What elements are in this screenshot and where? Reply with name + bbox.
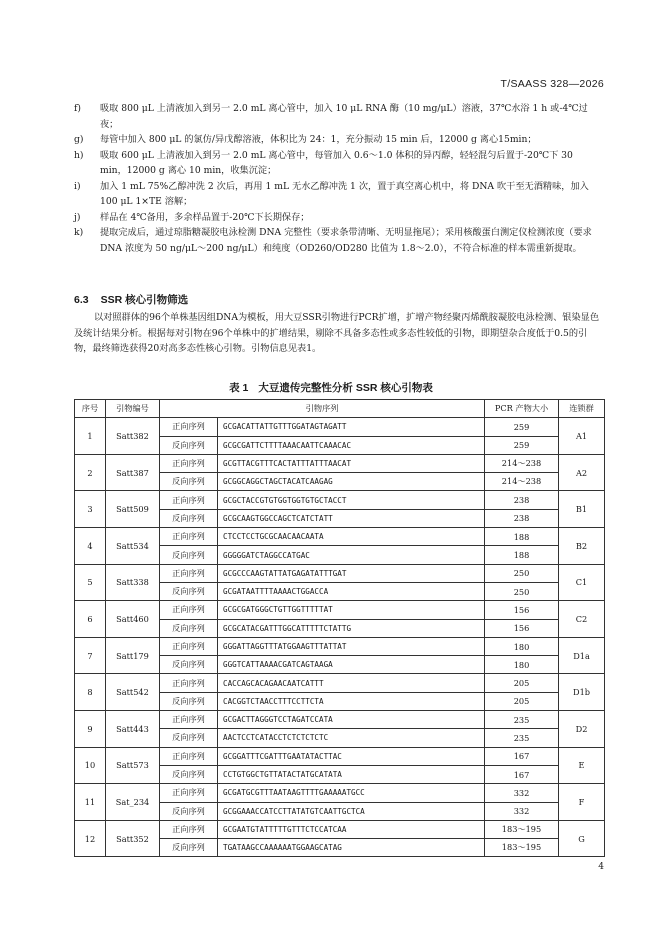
cell-product-size: 214～238: [485, 473, 559, 491]
cell-linkage-group: D2: [559, 711, 605, 748]
cell-direction: 正向序列: [160, 711, 218, 729]
table-row: [75, 747, 605, 765]
cell-direction: 反向序列: [160, 656, 218, 674]
cell-primer-id: Satt460: [106, 601, 160, 638]
cell-sequence: GCGACTTAGGGTCCTAGATCCATA: [218, 711, 485, 729]
cell-no: 6: [75, 601, 106, 638]
cell-sequence: GCGTTACGTTTCACTATTTATTTAACAT: [218, 454, 485, 472]
table-caption-number: 表 1: [229, 382, 249, 394]
step-item: [74, 101, 602, 132]
cell-sequence: GGGTCATTAAAACGATCAGTAAGA: [218, 656, 485, 674]
cell-sequence: CACGGTCTAACCTTTCCTTCTA: [218, 692, 485, 710]
cell-no: 11: [75, 784, 106, 821]
cell-direction: 正向序列: [160, 637, 218, 655]
cell-sequence: GCGGATTTCGATTTGAATATACTTAC: [218, 747, 485, 765]
step-item: [74, 148, 602, 179]
table-row: [75, 784, 605, 802]
header-linkage-group: 连锁群: [559, 400, 605, 418]
section-heading: [74, 292, 188, 307]
cell-sequence: CACCAGCACAGAACAATCATTT: [218, 674, 485, 692]
cell-sequence: GCGACATTATTGTTTGGATAGTAGATT: [218, 418, 485, 436]
header-primer-id: 引物编号: [106, 400, 160, 418]
cell-sequence: GCGCCCAAGTATTATGAGATATTTGAT: [218, 564, 485, 582]
table-row: [75, 674, 605, 692]
cell-direction: 反向序列: [160, 546, 218, 564]
cell-product-size: 259: [485, 436, 559, 454]
cell-primer-id: Satt534: [106, 528, 160, 565]
cell-direction: 正向序列: [160, 454, 218, 472]
cell-product-size: 250: [485, 564, 559, 582]
step-text: 样品在 4℃备用，多余样品置于-20℃下长期保存；: [100, 211, 310, 223]
cell-product-size: 167: [485, 747, 559, 765]
table-body: [75, 418, 605, 857]
cell-direction: 正向序列: [160, 784, 218, 802]
cell-primer-id: Satt573: [106, 747, 160, 784]
cell-direction: 反向序列: [160, 436, 218, 454]
step-text: 每管中加入 800 μL 的氯仿/异戊醇溶液，体积比为 24：1，充分振动 15 min 后，12000 g 离心15min；: [100, 134, 537, 145]
table-row: [75, 820, 605, 838]
cell-linkage-group: G: [559, 820, 605, 857]
cell-primer-id: Satt542: [106, 674, 160, 711]
cell-direction: 正向序列: [160, 601, 218, 619]
step-label: j): [74, 211, 81, 223]
cell-product-size: 238: [485, 491, 559, 509]
cell-primer-id: Satt352: [106, 820, 160, 857]
step-label: k): [74, 227, 84, 238]
cell-linkage-group: C1: [559, 564, 605, 601]
section-paragraph: 以对照群体的96个单株基因组DNA为模板，用大豆SSR引物进行PCR扩增，扩增产物经聚丙烯酰胺凝胶电泳检测、银染显色及统计结果分析。根据每对引物在96个单株中的扩增结果，剔除不具备多态性或多态性较低的引物，即期望杂合度低于0.5的引物，最终筛选获得20对高多态性核心引物。引物信息见表1。: [74, 312, 600, 354]
cell-product-size: 214～238: [485, 454, 559, 472]
cell-product-size: 332: [485, 784, 559, 802]
table-row: [75, 601, 605, 619]
cell-product-size: 180: [485, 656, 559, 674]
cell-sequence: GCGATAATTTTAAAACTGGACCA: [218, 582, 485, 600]
cell-sequence: CCTGTGGCTGTTATACTATGCATATA: [218, 765, 485, 783]
table-row: [75, 564, 605, 582]
cell-no: 9: [75, 711, 106, 748]
cell-primer-id: Satt382: [106, 418, 160, 455]
cell-sequence: GCGATGCGTTTAATAAGTTTTGAAAAATGCC: [218, 784, 485, 802]
cell-product-size: 238: [485, 509, 559, 527]
cell-direction: 正向序列: [160, 528, 218, 546]
page-number: 4: [598, 862, 604, 872]
step-item: [74, 179, 602, 210]
cell-no: 10: [75, 747, 106, 784]
cell-product-size: 188: [485, 528, 559, 546]
cell-product-size: 259: [485, 418, 559, 436]
cell-primer-id: Satt509: [106, 491, 160, 528]
cell-primer-id: Satt338: [106, 564, 160, 601]
cell-sequence: GCGCATACGATTTGGCATTTTTCTATTG: [218, 619, 485, 637]
cell-product-size: 183～195: [485, 820, 559, 838]
step-label: i): [74, 180, 81, 192]
cell-product-size: 188: [485, 546, 559, 564]
cell-linkage-group: E: [559, 747, 605, 784]
step-item: [74, 225, 602, 256]
cell-primer-id: Satt443: [106, 711, 160, 748]
table-row: [75, 637, 605, 655]
cell-sequence: GGGGGATCTAGGCCATGAC: [218, 546, 485, 564]
step-label: g): [74, 134, 84, 145]
cell-direction: 反向序列: [160, 839, 218, 857]
cell-linkage-group: D1b: [559, 674, 605, 711]
section-title: SSR 核心引物筛选: [100, 294, 189, 306]
header-sequence: 引物序列: [160, 400, 485, 418]
cell-product-size: 156: [485, 601, 559, 619]
header-no: 序号: [75, 400, 106, 418]
table-caption-title: 大豆遗传完整性分析 SSR 核心引物表: [258, 382, 433, 394]
cell-primer-id: Satt179: [106, 637, 160, 674]
cell-sequence: CTCCTCCTGCGCAACAACAATA: [218, 528, 485, 546]
cell-direction: 正向序列: [160, 418, 218, 436]
step-label: f): [74, 103, 81, 114]
cell-sequence: GCGGAAACCATCCTTATATGTCAATTGCTCA: [218, 802, 485, 820]
table-row: [75, 491, 605, 509]
cell-linkage-group: B2: [559, 528, 605, 565]
primer-table: [74, 399, 605, 857]
cell-linkage-group: B1: [559, 491, 605, 528]
cell-linkage-group: C2: [559, 601, 605, 638]
cell-no: 1: [75, 418, 106, 455]
cell-sequence: GCGCAAGTGGCCAGCTCATCTATT: [218, 509, 485, 527]
cell-product-size: 205: [485, 674, 559, 692]
cell-direction: 反向序列: [160, 765, 218, 783]
cell-direction: 正向序列: [160, 820, 218, 838]
section-number: 6.3: [74, 294, 89, 306]
cell-sequence: GCGCTACCGTGTGGTGGTGTGCTACCT: [218, 491, 485, 509]
cell-product-size: 250: [485, 582, 559, 600]
cell-direction: 正向序列: [160, 747, 218, 765]
cell-product-size: 180: [485, 637, 559, 655]
cell-primer-id: Sat_234: [106, 784, 160, 821]
cell-linkage-group: D1a: [559, 637, 605, 674]
cell-product-size: 183～195: [485, 839, 559, 857]
cell-no: 7: [75, 637, 106, 674]
cell-sequence: GCGAATGTATTTTTGTTTCTCCATCAA: [218, 820, 485, 838]
cell-sequence: GCGCGATTCTTTTAAACAATTCAAACAC: [218, 436, 485, 454]
cell-sequence: GCGCGATGGGCTGTTGGTTTTTAT: [218, 601, 485, 619]
cell-product-size: 235: [485, 729, 559, 747]
cell-direction: 反向序列: [160, 692, 218, 710]
cell-no: 3: [75, 491, 106, 528]
cell-direction: 反向序列: [160, 619, 218, 637]
step-item: [74, 132, 602, 148]
cell-direction: 反向序列: [160, 473, 218, 491]
step-item: [74, 210, 602, 226]
procedure-steps: [74, 101, 602, 256]
step-text: 加入 1 mL 75%乙醇冲洗 2 次后，再用 1 mL 无水乙醇冲洗 1 次，置于真空离心机中，将 DNA 吹干至无酒精味，加入 100 μL 1×TE 溶解；: [100, 180, 589, 207]
header-product-size: PCR 产物大小: [485, 400, 559, 418]
standard-code: T/SAASS 328—2026: [500, 78, 604, 90]
cell-sequence: TGATAAGCCAAAAAATGGAAGCATAG: [218, 839, 485, 857]
cell-direction: 正向序列: [160, 564, 218, 582]
cell-sequence: GGGATTAGGTTTATGGAAGTTTATTAT: [218, 637, 485, 655]
cell-direction: 反向序列: [160, 729, 218, 747]
cell-primer-id: Satt387: [106, 454, 160, 491]
table-row: [75, 454, 605, 472]
cell-linkage-group: A1: [559, 418, 605, 455]
table-row: [75, 711, 605, 729]
cell-linkage-group: A2: [559, 454, 605, 491]
cell-direction: 正向序列: [160, 674, 218, 692]
cell-product-size: 205: [485, 692, 559, 710]
cell-direction: 正向序列: [160, 491, 218, 509]
cell-direction: 反向序列: [160, 802, 218, 820]
cell-direction: 反向序列: [160, 582, 218, 600]
step-label: h): [74, 149, 84, 161]
cell-sequence: AACTCCTCATACCTCTCTCTCTC: [218, 729, 485, 747]
step-text: 吸取 800 μL 上清液加入到另一 2.0 mL 离心管中，加入 10 μL RNA 酶（10 mg/μL）溶液，37℃水浴 1 h 或-4℃过夜；: [100, 103, 588, 130]
cell-linkage-group: F: [559, 784, 605, 821]
table-row: [75, 528, 605, 546]
cell-no: 5: [75, 564, 106, 601]
cell-direction: 反向序列: [160, 509, 218, 527]
cell-product-size: 156: [485, 619, 559, 637]
step-text: 提取完成后，通过琼脂糖凝胶电泳检测 DNA 完整性（要求条带清晰、无明显拖尾）；采用核酸蛋白测定仪检测浓度（要求 DNA 浓度为 50 ng/μL～200 ng/μL）和纯度（OD260/OD280 比值为 1.8～2.0），不符合标准的样本需重新提取。: [100, 227, 592, 254]
step-text: 吸取 600 μL 上清液加入到另一 2.0 mL 离心管中，每管加入 0.6～1.0 体积的异丙醇，轻轻混匀后置于-20℃下 30 min，12000 g 离心 10 min，收集沉淀；: [100, 149, 573, 176]
cell-no: 12: [75, 820, 106, 857]
table-row: [75, 418, 605, 436]
cell-product-size: 332: [485, 802, 559, 820]
cell-product-size: 167: [485, 765, 559, 783]
cell-no: 2: [75, 454, 106, 491]
cell-no: 8: [75, 674, 106, 711]
table-caption: [0, 380, 662, 395]
cell-no: 4: [75, 528, 106, 565]
cell-product-size: 235: [485, 711, 559, 729]
table-header-row: [75, 400, 605, 418]
cell-sequence: GCGGCAGGCTAGCTACATCAAGAG: [218, 473, 485, 491]
